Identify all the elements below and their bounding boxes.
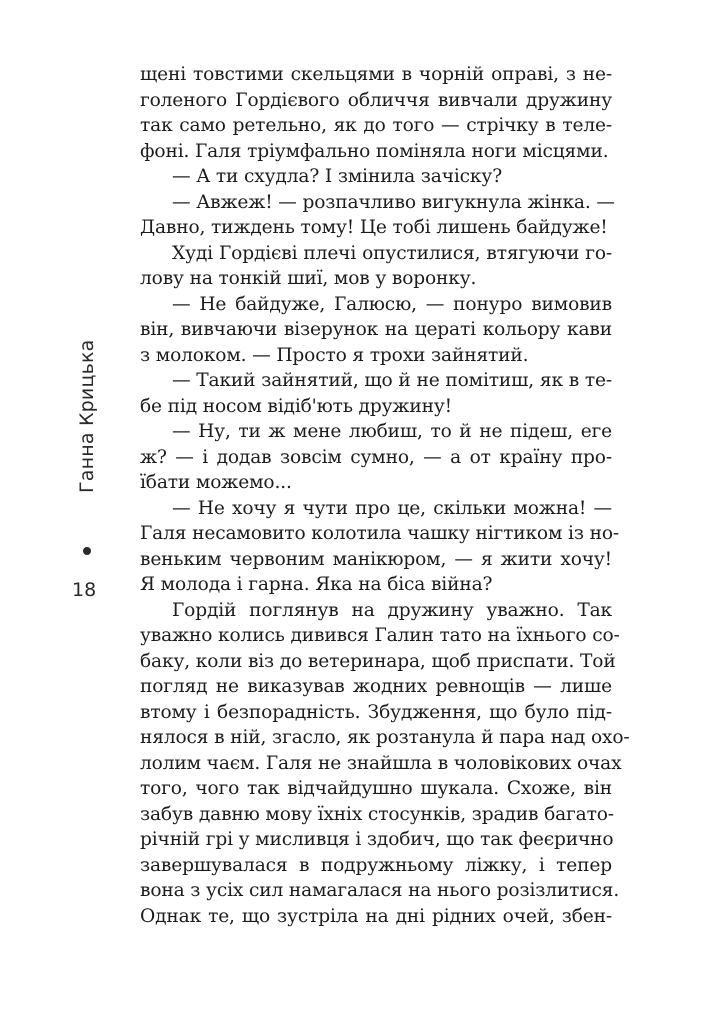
text-line: — Авжеж! — розпачливо вигукнула жінка. — bbox=[172, 191, 615, 213]
text-line: Галя несамовито колотила чашку нігтиком із но- bbox=[140, 523, 620, 544]
text-line: веньким червоним манікюром, — я жити хочу! bbox=[140, 548, 612, 570]
text-line: Гордій поглянув на дружину уважно. Так bbox=[172, 599, 612, 621]
text-line: — Не байдуже, Галюсю, — понуро вимовив bbox=[172, 293, 612, 315]
text-line: лолим чаєм. Галя не знайшла в чоловікових очах bbox=[140, 752, 622, 774]
text-line: — А ти схудла? І змінила зачіску? bbox=[172, 166, 503, 187]
text-line: уважно колись дивився Галин тато на їхнього со- bbox=[140, 625, 620, 646]
text-line: бе під носом відіб'ють дружину! bbox=[140, 395, 452, 417]
text-line: ж? — і додав зовсім сумно, — а от країну про- bbox=[140, 446, 612, 468]
running-author: Ганна Крицька bbox=[76, 339, 98, 493]
text-line: голеного Гордієвого обличчя вивчали дружину bbox=[140, 89, 612, 111]
text-line: фоні. Галя тріумфально поміняла ноги місцями. bbox=[140, 140, 609, 162]
text-line: щені товстими скельцями в чорній оправі, з не- bbox=[140, 64, 612, 85]
text-line: річній грі у мисливця і здобич, що так феєрично bbox=[140, 829, 614, 850]
page-number: 18 bbox=[72, 579, 97, 601]
text-line: завершувалася в подружньому ліжку, і тепер bbox=[140, 854, 612, 876]
text-line: баку, коли віз до ветеринара, щоб приспати. Той bbox=[140, 650, 616, 672]
separator-dot bbox=[83, 547, 91, 555]
text-line: — Такий зайнятий, що й не помітиш, як в те- bbox=[172, 370, 612, 391]
text-line: Я молода і гарна. Яка на біса війна? bbox=[140, 574, 493, 595]
text-line: так само ретельно, як до того — стрічку в теле- bbox=[140, 115, 612, 136]
text-line: вона з усіх сил намагалася на нього розізлитися. bbox=[140, 880, 620, 901]
text-line: нялося в ній, згасло, як розтанула й пара над охо- bbox=[140, 727, 630, 748]
body-text bbox=[140, 62, 630, 929]
text-line: того, чого так відчайдушно шукала. Схоже, він bbox=[140, 778, 612, 799]
text-line: він, вивчаючи візерунок на цераті кольору кави bbox=[140, 319, 612, 340]
text-line: — Ну, ти ж мене любиш, то й не підеш, еге bbox=[172, 421, 612, 442]
text-line: — Не хочу я чути про це, скільки можна! — bbox=[172, 497, 612, 519]
text-line: лову на тонкій шиї, мов у воронку. bbox=[140, 268, 477, 289]
text-line: Худі Гордієві плечі опустилися, втягуючи го- bbox=[172, 242, 612, 264]
text-line: погляд не виказував жодних ревнощів — лише bbox=[140, 676, 612, 697]
text-line: забув давню мову їхніх стосунків, зрадив багато- bbox=[140, 803, 614, 825]
text-line: втому і безпорадність. Збудження, що було під- bbox=[140, 701, 612, 723]
text-line: Давно, тиждень тому! Це тобі лишень байдуже! bbox=[140, 217, 608, 238]
text-line: їбати можемо... bbox=[140, 472, 292, 493]
text-line: з молоком. — Просто я трохи зайнятий. bbox=[140, 344, 529, 366]
text-line: Однак те, що зустріла на дні рідних очей, збен- bbox=[140, 905, 612, 927]
